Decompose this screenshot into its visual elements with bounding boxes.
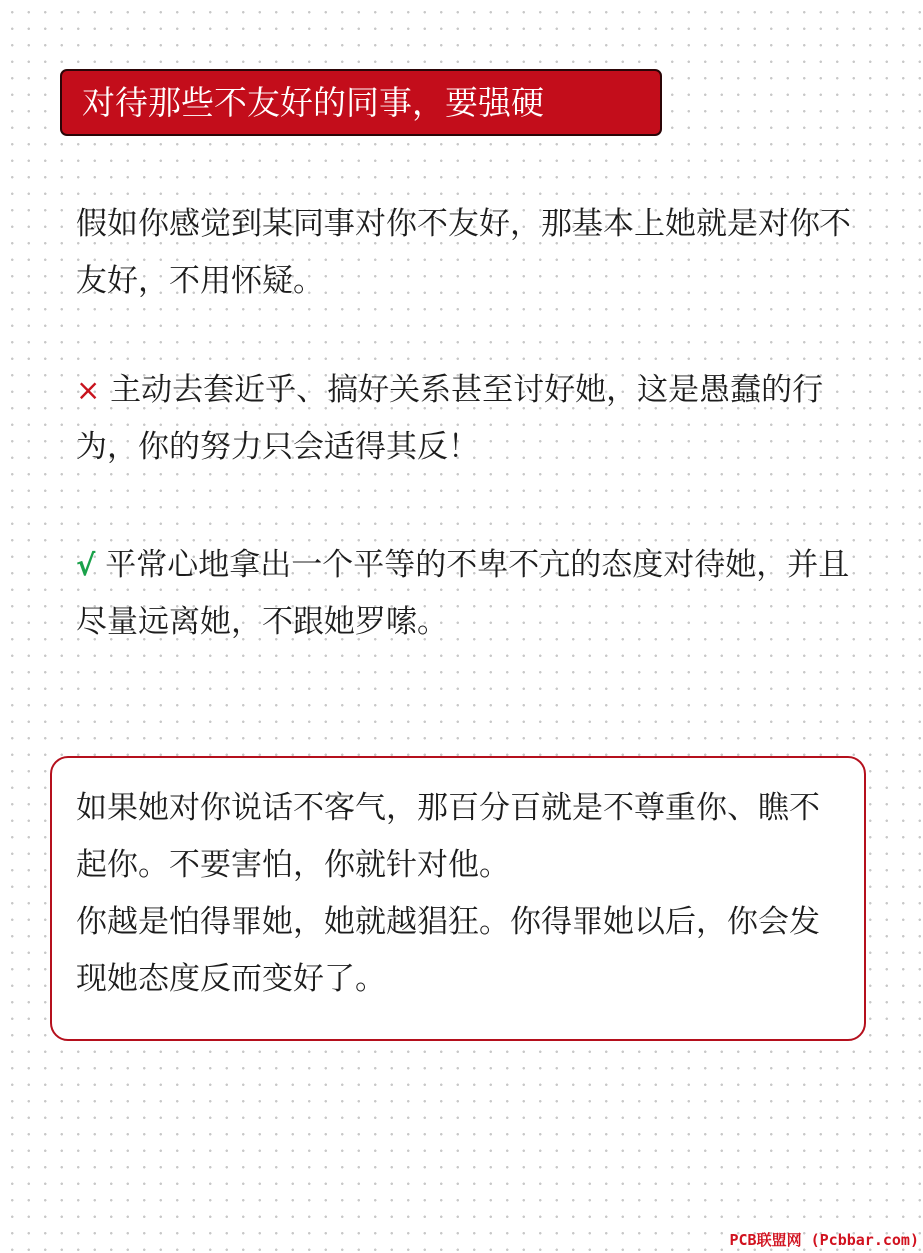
watermark: PCB联盟网 (Pcbbar.com) [729, 1231, 919, 1249]
right-approach-text: 平常心地拿出一个平等的不卑不亢的态度对待她，并且尽量远离她，不跟她罗嗦。 [76, 547, 850, 640]
check-icon: √ [76, 548, 96, 582]
right-approach-paragraph [76, 537, 866, 651]
page-title: 对待那些不友好的同事，要强硬 [82, 83, 544, 122]
callout-line-2: 你越是怕得罪她，她就越猖狂。你得罪她以后，你会发现她态度反而变好了。 [76, 904, 820, 997]
cross-icon: × [76, 373, 101, 407]
title-banner [60, 69, 662, 136]
wrong-approach-paragraph [76, 362, 866, 476]
callout-box [50, 756, 866, 1041]
wrong-approach-text: 主动去套近乎、搞好关系甚至讨好她，这是愚蠢的行为，你的努力只会适得其反！ [76, 372, 824, 465]
callout-text [76, 780, 846, 1008]
callout-line-1: 如果她对你说话不客气，那百分百就是不尊重你、瞧不起你。不要害怕，你就针对他。 [76, 790, 820, 883]
intro-paragraph: 假如你感觉到某同事对你不友好，那基本上她就是对你不友好，不用怀疑。 [76, 206, 851, 299]
